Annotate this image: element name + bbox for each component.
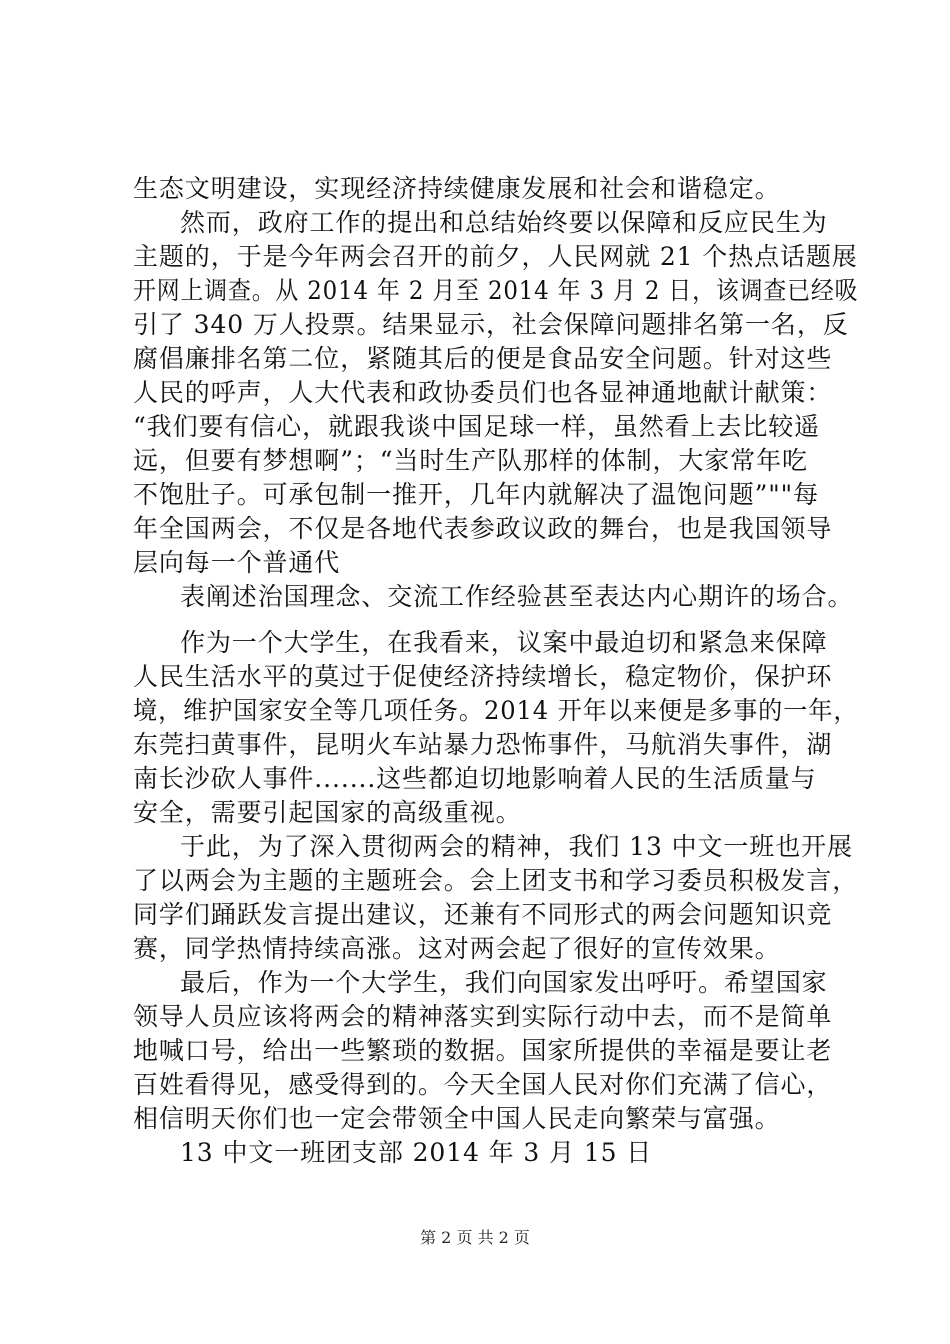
text-line: 赛，同学热情持续高涨。这对两会起了很好的宣传效果。 bbox=[133, 934, 781, 963]
signature-line: 13 中文一班团支部 2014 年 3 月 15 日 bbox=[180, 1138, 653, 1167]
text-line: 百姓看得见，感受得到的。今天全国人民对你们充满了信心， bbox=[133, 1070, 833, 1099]
text-line: 相信明天你们也一定会带领全中国人民走向繁荣与富强。 bbox=[133, 1104, 781, 1133]
text-line: 最后，作为一个大学生，我们向国家发出呼吁。希望国家 bbox=[180, 968, 828, 997]
text-line: 引了 340 万人投票。结果显示，社会保障问题排名第一名，反 bbox=[133, 310, 849, 339]
text-line: “我们要有信心，就跟我谈中国足球一样，虽然看上去比较遥 bbox=[133, 412, 821, 441]
text-line: 表阐述治国理念、交流工作经验甚至表达内心期许的场合。 bbox=[180, 582, 854, 611]
text-line: 年全国两会，不仅是各地代表参政议政的舞台，也是我国领导 bbox=[133, 514, 833, 543]
text-line: 同学们踊跃发言提出建议，还兼有不同形式的两会问题知识竞 bbox=[133, 900, 833, 929]
text-line: 然而，政府工作的提出和总结始终要以保障和反应民生为 bbox=[180, 208, 828, 237]
text-line: 南长沙砍人事件.......这些都迫切地影响着人民的生活质量与 bbox=[133, 764, 817, 793]
text-line: 开网上调查。从 2014 年 2 月至 2014 年 3 月 2 日，该调查已经吸 bbox=[133, 276, 859, 305]
text-line: 腐倡廉排名第二位，紧随其后的便是食品安全问题。针对这些 bbox=[133, 344, 833, 373]
text-line: 领导人员应该将两会的精神落实到实际行动中去，而不是简单 bbox=[133, 1002, 833, 1031]
text-line: 不饱肚子。可承包制一推开，几年内就解决了温饱问题”""每 bbox=[133, 480, 819, 509]
text-line: 生态文明建设，实现经济持续健康发展和社会和谐稳定。 bbox=[133, 174, 781, 203]
text-line: 人民的呼声，人大代表和政协委员们也各显神通地献计献策： bbox=[133, 378, 833, 407]
text-line: 作为一个大学生，在我看来，议案中最迫切和紧急来保障 bbox=[180, 628, 828, 657]
page-number-footer: 第 2 页 共 2 页 bbox=[420, 1228, 530, 1247]
text-line: 东莞扫黄事件，昆明火车站暴力恐怖事件，马航消失事件，湖 bbox=[133, 730, 833, 759]
text-line: 层向每一个普通代 bbox=[133, 548, 341, 577]
text-line: 主题的，于是今年两会召开的前夕，人民网就 21 个热点话题展 bbox=[133, 242, 858, 271]
text-line: 远，但要有梦想啊”；“当时生产队那样的体制，大家常年吃 bbox=[133, 446, 808, 475]
text-line: 人民生活水平的莫过于促使经济持续增长，稳定物价，保护环 bbox=[133, 662, 833, 691]
text-line: 了以两会为主题的主题班会。会上团支书和学习委员积极发言， bbox=[133, 866, 859, 895]
text-line: 境，维护国家安全等几项任务。2014 开年以来便是多事的一年， bbox=[133, 696, 859, 725]
text-line: 地喊口号，给出一些繁琐的数据。国家所提供的幸福是要让老 bbox=[133, 1036, 833, 1065]
text-line: 安全，需要引起国家的高级重视。 bbox=[133, 798, 522, 827]
text-line: 于此，为了深入贯彻两会的精神，我们 13 中文一班也开展 bbox=[180, 832, 853, 861]
